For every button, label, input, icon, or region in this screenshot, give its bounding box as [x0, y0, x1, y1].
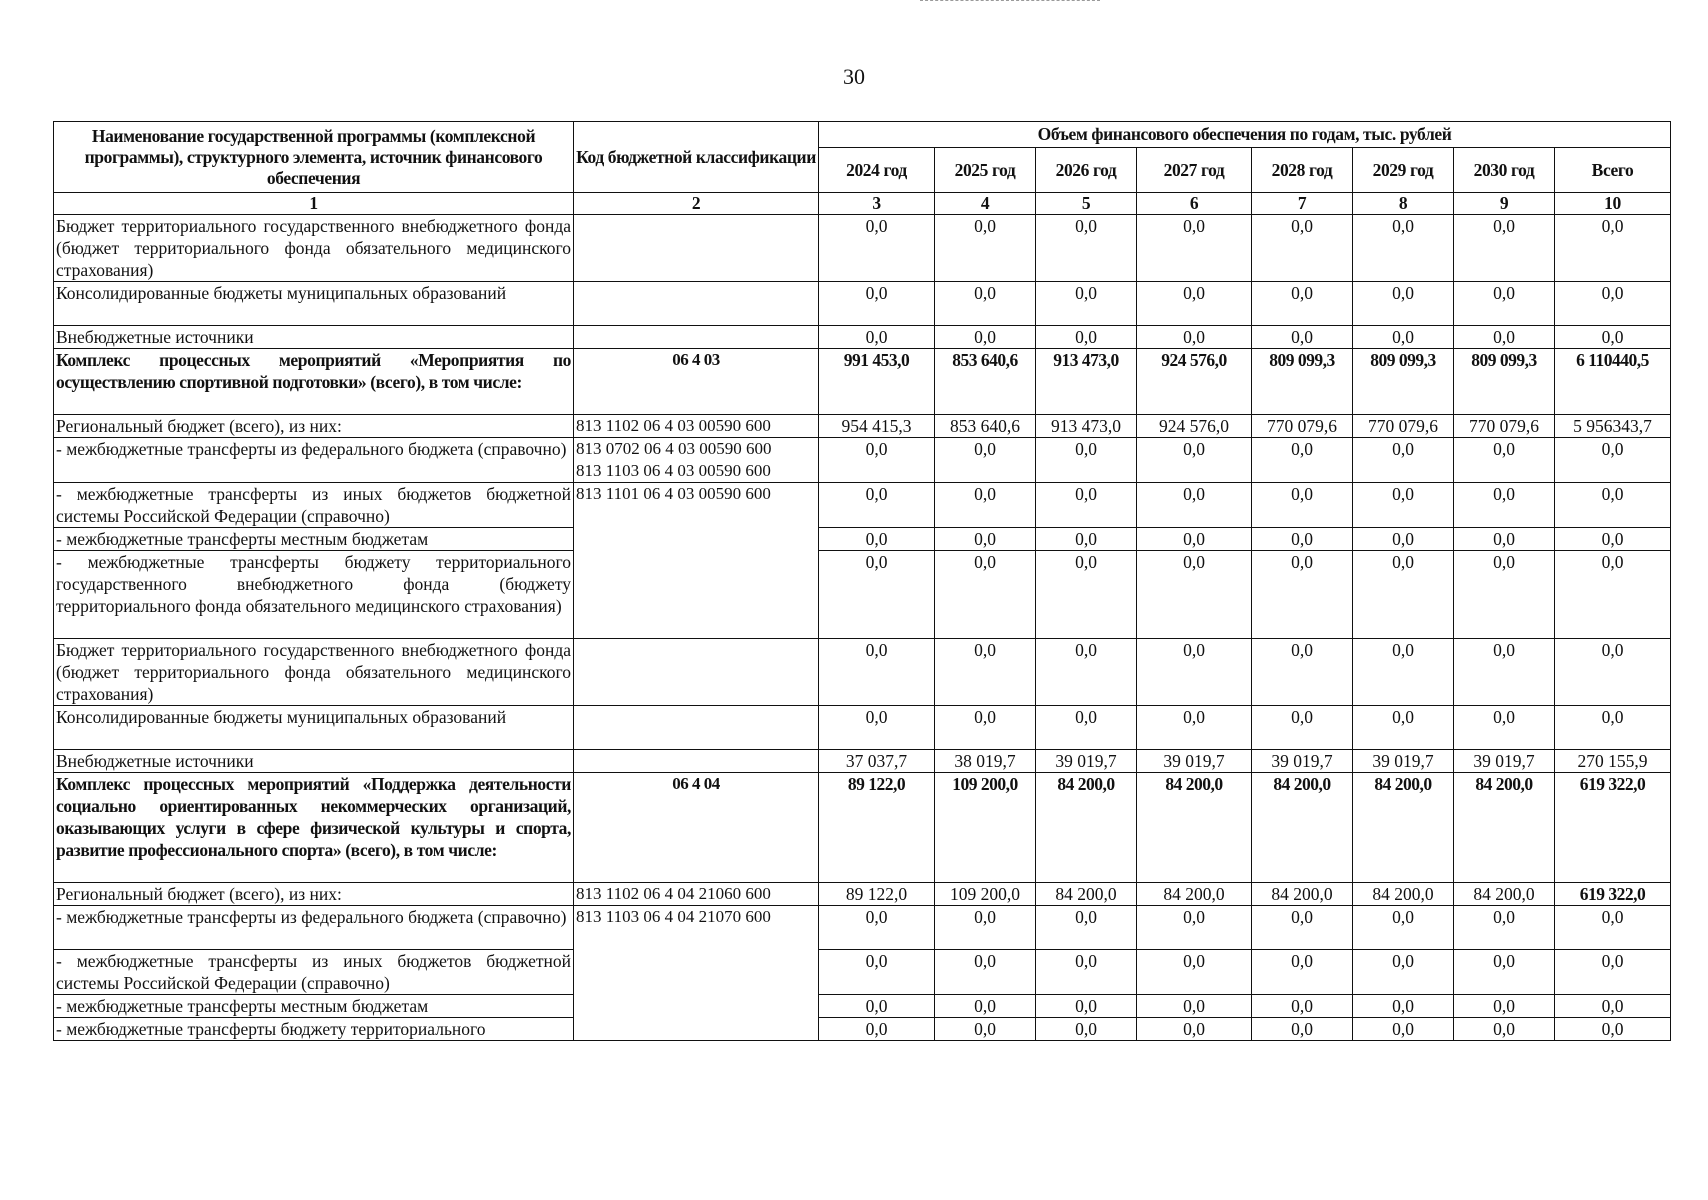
row-total-value: 0,0	[1555, 995, 1671, 1018]
row-year-value: 0,0	[819, 1018, 935, 1041]
row-year-value: 37 037,7	[819, 750, 935, 773]
row-year-value: 0,0	[1454, 438, 1555, 483]
row-year-value: 0,0	[935, 528, 1036, 551]
row-year-value: 0,0	[1252, 551, 1353, 639]
row-code	[574, 528, 819, 551]
header-total: Всего	[1555, 148, 1671, 193]
row-year-value: 0,0	[1036, 326, 1137, 349]
row-code	[574, 906, 819, 950]
row-year-value: 0,0	[1454, 326, 1555, 349]
table-row	[54, 528, 1671, 551]
row-year-value: 89 122,0	[819, 883, 935, 906]
column-number-row	[54, 193, 1671, 215]
budget-code: 813 1103 06 4 03 00590 600	[576, 461, 771, 480]
row-year-value: 39 019,7	[1252, 750, 1353, 773]
row-year-value: 809 099,3	[1454, 349, 1555, 415]
header-volume: Объем финансового обеспечения по годам, тыс. рублей	[819, 122, 1671, 148]
row-name: Региональный бюджет (всего), из них:	[54, 415, 574, 438]
row-code	[574, 706, 819, 750]
row-code	[574, 773, 819, 883]
row-year-value: 0,0	[1353, 706, 1454, 750]
row-total-value: 270 155,9	[1555, 750, 1671, 773]
row-year-value: 0,0	[935, 326, 1036, 349]
row-year-value: 954 415,3	[819, 415, 935, 438]
row-code	[574, 950, 819, 995]
row-year-value: 0,0	[819, 438, 935, 483]
row-code	[574, 326, 819, 349]
row-year-value: 39 019,7	[1036, 750, 1137, 773]
row-total-value: 0,0	[1555, 215, 1671, 282]
row-year-value: 0,0	[935, 1018, 1036, 1041]
row-year-value: 924 576,0	[1137, 349, 1252, 415]
row-year-value: 0,0	[1454, 1018, 1555, 1041]
header-year: 2025 год	[935, 148, 1036, 193]
row-year-value: 84 200,0	[1252, 883, 1353, 906]
row-year-value: 0,0	[1252, 639, 1353, 706]
row-year-value: 0,0	[1353, 639, 1454, 706]
header-year: 2026 год	[1036, 148, 1137, 193]
row-year-value: 0,0	[819, 483, 935, 528]
row-year-value: 0,0	[935, 438, 1036, 483]
row-year-value: 0,0	[819, 995, 935, 1018]
row-year-value: 0,0	[1137, 438, 1252, 483]
row-year-value: 84 200,0	[1137, 883, 1252, 906]
row-year-value: 0,0	[819, 282, 935, 326]
column-number: 1	[54, 193, 574, 215]
table-row	[54, 706, 1671, 750]
row-year-value: 0,0	[1252, 282, 1353, 326]
row-year-value: 853 640,6	[935, 415, 1036, 438]
table-row	[54, 438, 1671, 483]
row-year-value: 109 200,0	[935, 773, 1036, 883]
row-year-value: 89 122,0	[819, 773, 935, 883]
row-year-value: 991 453,0	[819, 349, 935, 415]
budget-code: 813 1102 06 4 04 21060 600	[576, 884, 771, 903]
row-year-value: 0,0	[1353, 326, 1454, 349]
row-year-value: 0,0	[1036, 282, 1137, 326]
row-year-value: 913 473,0	[1036, 415, 1137, 438]
row-code	[574, 282, 819, 326]
row-name: Консолидированные бюджеты муниципальных образований	[54, 282, 574, 326]
row-year-value: 0,0	[935, 215, 1036, 282]
row-year-value: 0,0	[1036, 215, 1137, 282]
row-name: Региональный бюджет (всего), из них:	[54, 883, 574, 906]
table-row	[54, 950, 1671, 995]
row-code	[574, 1018, 819, 1041]
row-year-value: 0,0	[1137, 282, 1252, 326]
row-year-value: 0,0	[1036, 528, 1137, 551]
row-year-value: 0,0	[1454, 282, 1555, 326]
column-number: 9	[1454, 193, 1555, 215]
row-year-value: 84 200,0	[1036, 883, 1137, 906]
scan-artifact	[920, 0, 1100, 3]
row-year-value: 39 019,7	[1353, 750, 1454, 773]
row-year-value: 0,0	[1137, 950, 1252, 995]
row-year-value: 0,0	[819, 906, 935, 950]
row-year-value: 109 200,0	[935, 883, 1036, 906]
page-number: 30	[843, 64, 865, 89]
row-year-value: 770 079,6	[1353, 415, 1454, 438]
header-year: 2024 год	[819, 148, 935, 193]
row-year-value: 38 019,7	[935, 750, 1036, 773]
row-total-value: 6 110440,5	[1555, 349, 1671, 415]
header-year: 2027 год	[1137, 148, 1252, 193]
row-year-value: 0,0	[1137, 639, 1252, 706]
row-year-value: 0,0	[1137, 215, 1252, 282]
row-year-value: 0,0	[1252, 438, 1353, 483]
row-year-value: 0,0	[1036, 639, 1137, 706]
header-name: Наименование государственной программы (комплексной программы), структурного элемента, источник финансового обеспечения	[54, 122, 574, 193]
column-number: 8	[1353, 193, 1454, 215]
row-year-value: 0,0	[1252, 1018, 1353, 1041]
row-year-value: 0,0	[935, 995, 1036, 1018]
column-number: 3	[819, 193, 935, 215]
row-year-value: 0,0	[1252, 483, 1353, 528]
row-year-value: 0,0	[1454, 639, 1555, 706]
row-year-value: 0,0	[1036, 995, 1137, 1018]
row-year-value: 0,0	[1353, 1018, 1454, 1041]
budget-code: 06 4 04	[672, 774, 720, 793]
row-year-value: 0,0	[1137, 551, 1252, 639]
row-year-value: 0,0	[819, 551, 935, 639]
row-name: Консолидированные бюджеты муниципальных образований	[54, 706, 574, 750]
row-code	[574, 215, 819, 282]
row-year-value: 0,0	[1036, 950, 1137, 995]
row-total-value: 0,0	[1555, 528, 1671, 551]
row-year-value: 0,0	[1252, 906, 1353, 950]
row-code	[574, 415, 819, 438]
header-row	[54, 122, 1671, 148]
header-year: 2028 год	[1252, 148, 1353, 193]
row-year-value: 0,0	[935, 639, 1036, 706]
row-name: - межбюджетные трансферты из федерального бюджета (справочно)	[54, 438, 574, 483]
table-row	[54, 282, 1671, 326]
row-year-value: 39 019,7	[1454, 750, 1555, 773]
column-number: 2	[574, 193, 819, 215]
budget-code: 813 1102 06 4 03 00590 600	[576, 416, 771, 435]
table-row	[54, 773, 1671, 883]
budget-code: 06 4 03	[672, 350, 720, 369]
row-name: - межбюджетные трансферты бюджету территориального	[54, 1018, 574, 1041]
row-total-value: 0,0	[1555, 639, 1671, 706]
row-name: - межбюджетные трансферты из иных бюджетов бюджетной системы Российской Федерации (справочно)	[54, 483, 574, 528]
row-year-value: 770 079,6	[1252, 415, 1353, 438]
row-total-value: 0,0	[1555, 551, 1671, 639]
row-year-value: 913 473,0	[1036, 349, 1137, 415]
table-row	[54, 551, 1671, 639]
row-total-value: 0,0	[1555, 1018, 1671, 1041]
table-row	[54, 415, 1671, 438]
row-code	[574, 349, 819, 415]
row-name: - межбюджетные трансферты из федерального бюджета (справочно)	[54, 906, 574, 950]
row-total-value: 0,0	[1555, 438, 1671, 483]
row-year-value: 0,0	[935, 282, 1036, 326]
row-year-value: 0,0	[1454, 483, 1555, 528]
column-number: 4	[935, 193, 1036, 215]
row-year-value: 0,0	[1353, 215, 1454, 282]
row-year-value: 0,0	[1454, 528, 1555, 551]
column-number: 10	[1555, 193, 1671, 215]
table-row	[54, 215, 1671, 282]
row-year-value: 0,0	[1454, 950, 1555, 995]
row-year-value: 853 640,6	[935, 349, 1036, 415]
row-total-value: 0,0	[1555, 282, 1671, 326]
row-name: - межбюджетные трансферты местным бюджетам	[54, 995, 574, 1018]
budget-table	[53, 121, 1671, 1041]
row-year-value: 0,0	[1137, 528, 1252, 551]
row-year-value: 84 200,0	[1353, 883, 1454, 906]
row-name: Бюджет территориального государственного внебюджетного фонда (бюджет территориального фонда обязательного медицинского страхования)	[54, 215, 574, 282]
row-year-value: 0,0	[1353, 438, 1454, 483]
row-year-value: 0,0	[1353, 528, 1454, 551]
row-year-value: 0,0	[1454, 215, 1555, 282]
row-year-value: 0,0	[1137, 483, 1252, 528]
row-year-value: 770 079,6	[1454, 415, 1555, 438]
table-row	[54, 639, 1671, 706]
table-row	[54, 995, 1671, 1018]
row-year-value: 0,0	[1353, 995, 1454, 1018]
row-year-value: 84 200,0	[1353, 773, 1454, 883]
row-name: - межбюджетные трансферты бюджету территориального государственного внебюджетного фонда (бюджету территориального фонда обязательного медицинского страхования)	[54, 551, 574, 639]
header-year: 2030 год	[1454, 148, 1555, 193]
header-year: 2029 год	[1353, 148, 1454, 193]
row-year-value: 0,0	[935, 950, 1036, 995]
row-code	[574, 438, 819, 483]
row-year-value: 0,0	[1353, 906, 1454, 950]
row-total-value: 0,0	[1555, 706, 1671, 750]
row-year-value: 0,0	[1036, 483, 1137, 528]
row-year-value: 0,0	[1454, 906, 1555, 950]
row-name: - межбюджетные трансферты местным бюджетам	[54, 528, 574, 551]
row-total-value: 0,0	[1555, 326, 1671, 349]
budget-code: 813 1103 06 4 04 21070 600	[576, 907, 771, 926]
table-row	[54, 883, 1671, 906]
row-year-value: 0,0	[1137, 995, 1252, 1018]
table-row	[54, 349, 1671, 415]
row-total-value: 0,0	[1555, 950, 1671, 995]
row-year-value: 0,0	[1353, 282, 1454, 326]
row-name: Комплекс процессных мероприятий «Поддержка деятельности социально ориентированных некоммерческих организаций, оказывающих услуги в сфере физической культуры и спорта, развитие профессионального спорта» (всего), в том числе:	[54, 773, 574, 883]
row-year-value: 809 099,3	[1353, 349, 1454, 415]
row-year-value: 0,0	[819, 528, 935, 551]
table-row	[54, 1018, 1671, 1041]
budget-code: 813 1101 06 4 03 00590 600	[576, 484, 771, 503]
row-name: Внебюджетные источники	[54, 326, 574, 349]
row-year-value: 0,0	[1353, 483, 1454, 528]
row-year-value: 0,0	[1454, 706, 1555, 750]
row-name: - межбюджетные трансферты из иных бюджетов бюджетной системы Российской Федерации (справочно)	[54, 950, 574, 995]
row-year-value: 0,0	[819, 706, 935, 750]
row-year-value: 84 200,0	[1454, 883, 1555, 906]
row-year-value: 0,0	[1137, 1018, 1252, 1041]
table-row	[54, 483, 1671, 528]
row-year-value: 0,0	[819, 639, 935, 706]
header-code: Код бюджетной классификации	[574, 122, 819, 193]
row-year-value: 0,0	[1036, 1018, 1137, 1041]
row-year-value: 0,0	[1252, 706, 1353, 750]
row-year-value: 0,0	[1252, 215, 1353, 282]
row-year-value: 0,0	[1252, 326, 1353, 349]
row-year-value: 39 019,7	[1137, 750, 1252, 773]
row-year-value: 84 200,0	[1252, 773, 1353, 883]
row-year-value: 0,0	[819, 215, 935, 282]
row-code	[574, 639, 819, 706]
row-total-value: 0,0	[1555, 483, 1671, 528]
row-total-value: 619 322,0	[1555, 773, 1671, 883]
row-year-value: 84 200,0	[1454, 773, 1555, 883]
table-row	[54, 750, 1671, 773]
row-year-value: 0,0	[1137, 706, 1252, 750]
row-name: Комплекс процессных мероприятий «Мероприятия по осуществлению спортивной подготовки» (всего), в том числе:	[54, 349, 574, 415]
row-year-value: 0,0	[1454, 995, 1555, 1018]
row-year-value: 0,0	[1252, 995, 1353, 1018]
column-number: 6	[1137, 193, 1252, 215]
column-number: 7	[1252, 193, 1353, 215]
row-name: Бюджет территориального государственного внебюджетного фонда (бюджет территориального фонда обязательного медицинского страхования)	[54, 639, 574, 706]
row-total-value: 619 322,0	[1555, 883, 1671, 906]
row-year-value: 0,0	[1252, 950, 1353, 995]
row-year-value: 0,0	[1454, 551, 1555, 639]
table-row	[54, 326, 1671, 349]
row-year-value: 0,0	[1137, 906, 1252, 950]
row-year-value: 84 200,0	[1036, 773, 1137, 883]
row-code	[574, 551, 819, 639]
row-year-value: 0,0	[1036, 551, 1137, 639]
row-year-value: 0,0	[1252, 528, 1353, 551]
row-name: Внебюджетные источники	[54, 750, 574, 773]
row-year-value: 0,0	[1137, 326, 1252, 349]
row-year-value: 0,0	[935, 906, 1036, 950]
row-year-value: 0,0	[1036, 706, 1137, 750]
row-code	[574, 483, 819, 528]
row-year-value: 0,0	[1036, 906, 1137, 950]
row-year-value: 0,0	[1036, 438, 1137, 483]
budget-code: 813 0702 06 4 03 00590 600	[576, 439, 772, 458]
table-row	[54, 906, 1671, 950]
row-year-value: 0,0	[935, 551, 1036, 639]
column-number: 5	[1036, 193, 1137, 215]
row-code	[574, 995, 819, 1018]
row-year-value: 809 099,3	[1252, 349, 1353, 415]
row-year-value: 0,0	[1353, 551, 1454, 639]
row-year-value: 84 200,0	[1137, 773, 1252, 883]
row-total-value: 5 956343,7	[1555, 415, 1671, 438]
row-year-value: 924 576,0	[1137, 415, 1252, 438]
row-year-value: 0,0	[935, 483, 1036, 528]
row-year-value: 0,0	[819, 950, 935, 995]
row-year-value: 0,0	[819, 326, 935, 349]
row-year-value: 0,0	[935, 706, 1036, 750]
row-code	[574, 883, 819, 906]
row-total-value: 0,0	[1555, 906, 1671, 950]
row-code	[574, 750, 819, 773]
row-year-value: 0,0	[1353, 950, 1454, 995]
